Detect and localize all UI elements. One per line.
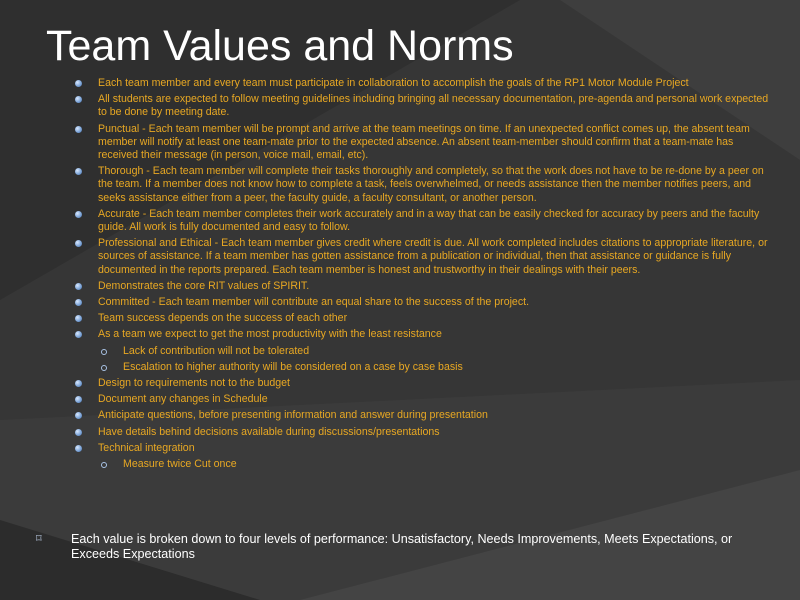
list-item-text: Thorough - Each team member will complete their tasks thoroughly and completely, so that the work does not have to be re-done by a peer on the team. If a member does not know how to complete a task, feels overwhelmed, or needs assistance then the member notifies peers, and seeks assistance either from a peer, the faculty guide, a faculty consultant, or another person. [98,165,764,204]
bullet-icon [75,240,82,247]
bullet-icon [75,96,82,103]
bullet-icon [75,315,82,322]
list-item-text: Each team member and every team must participate in collaboration to accomplish the goals of the RP1 Motor Module Project [98,77,689,89]
list-item-text: Design to requirements not to the budget [98,377,290,390]
list-item-text: As a team we expect to get the most productivity with the least resistance [98,328,442,341]
list-item-text: Have details behind decisions available during discussions/presentations [98,425,440,438]
list-item [75,77,770,90]
list-item [75,280,770,293]
bullet-icon [75,331,82,338]
bullet-icon [75,126,82,133]
circle-bullet-icon [101,365,107,371]
list-item-text: Demonstrates the core RIT values of SPIRIT. [98,279,310,292]
list-subitem [75,345,770,358]
list-item [75,123,770,163]
footer-text: Each value is broken down to four levels of performance: Unsatisfactory, Needs Improvements, Meets Expectations, or Exceeds Expectations [71,532,733,561]
list-item [75,393,770,406]
list-item [75,237,770,277]
list-item [75,165,770,205]
list-item-text: Accurate - Each team member completes their work accurately and in a way that can be easily checked for accuracy by peers and the faculty guide. All work is fully documented and easy to follow. [98,207,760,234]
list-item-text: Professional and Ethical - Each team member gives credit where credit is due. All work completed includes citations to appropriate literature, or sources of assistance. If a team member has gotten assistance from a publication or individual, then that assistance or guidance is fully documented in the reports prepared. Each team member is honest and trustworthy in their dealings with their peers. [98,237,768,276]
list-subitem [75,361,770,374]
values-list [75,77,770,474]
circle-bullet-icon [101,349,107,355]
list-item [75,426,770,439]
list-item [75,328,770,341]
list-item [75,312,770,325]
list-item-text: All students are expected to follow meeting guidelines including bringing all necessary documentation, pre-agenda and personal work expected to be done by meeting date. [98,93,769,119]
list-item-text: Measure twice Cut once [123,458,237,471]
bullet-icon [75,211,82,218]
bullet-icon [75,396,82,403]
bullet-icon [75,168,82,175]
list-item-text: Punctual - Each team member will be prompt and arrive at the team meetings on time. If an unexpected conflict comes up, the absent team member will notify at least one team-mate prior to the expected absence. An absent team-member should confirm that a team-mate has received their message (in person, voice mail, email, etc). [98,122,750,162]
list-item [75,377,770,390]
list-item-text: Team success depends on the success of each other [98,312,348,325]
list-item [75,442,770,455]
list-item-text: Committed - Each team member will contribute an equal share to the success of the project. [98,296,530,309]
footer-note [36,532,756,562]
bullet-icon [75,80,82,87]
bullet-icon [75,412,82,419]
list-item-text: Anticipate questions, before presenting information and answer during presentation [98,409,488,422]
list-item [75,296,770,309]
list-item-text: Document any changes in Schedule [98,393,268,406]
bullet-icon [75,429,82,436]
bullet-icon [75,445,82,452]
list-item [75,93,770,119]
footer-bullet-icon: ⌑ [36,533,42,545]
bullet-icon [75,283,82,290]
list-item [75,409,770,422]
slide-title: Team Values and Norms [46,22,514,70]
list-item-text: Lack of contribution will not be tolerated [123,344,310,357]
bullet-icon [75,380,82,387]
list-item-text: Escalation to higher authority will be considered on a case by case basis [123,360,463,373]
circle-bullet-icon [101,462,107,468]
list-subitem [75,458,770,471]
bullet-icon [75,299,82,306]
list-item-text: Technical integration [98,441,195,454]
list-item [75,208,770,234]
